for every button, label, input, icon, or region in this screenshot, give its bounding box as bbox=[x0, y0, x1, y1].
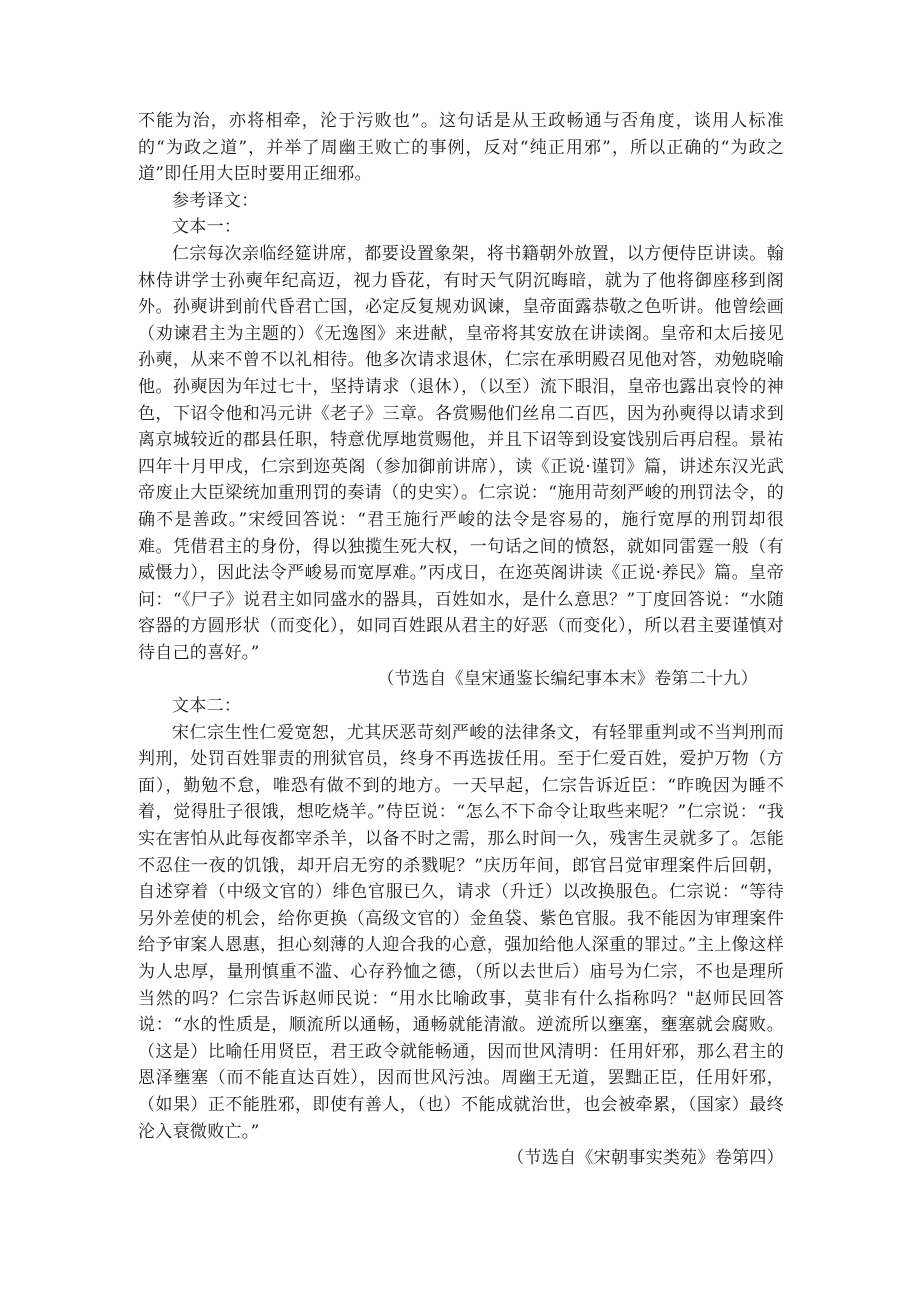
intro-paragraph: 不能为治，亦将相牵，沦于污败也”。这句话是从王政畅通与否角度，谈用人标准的“为政之道”，并举了周幽王败亡的事例，反对“纯正用邪”，所以正确的“为政之道”即任用大臣时要用正细邪。 bbox=[138, 111, 784, 185]
text2-body: 宋仁宗生性仁爱宽恕，尤其厌恶苛刻严峻的法律条文，有轻罪重判或不当判刑而判刑，处罚百姓罪责的刑狱官员，终身不再选拔任用。至于仁爱百姓，爱护万物（方面），勤勉不怠，唯恐有做不到的地方。一天早起，仁宗告诉近臣：“昨晚因为睡不着，觉得肚子很饿，想吃烧羊。”侍臣说：“怎么不下命令让取些来呢？”仁宗说：“我实在害怕从此每夜都宰杀羊，以备不时之需，那么时间一久，残害生灵就多了。怎能不忍住一夜的饥饿，却开启无穷的杀戮呢？”庆历年间，郎官吕觉审理案件后回朝，自述穿着（中级文官的）绯色官服已久，请求（升迁）以改换服色。仁宗说：“等待另外差使的机会，给你更换（高级文官的）金鱼袋、紫色官服。我不能因为审理案件给予审案人恩惠，担心刻薄的人迎合我的心意，强加给他人深重的罪过。”主上像这样为人忠厚，量刑慎重不滥、心存矜恤之德，（所以去世后）庙号为仁宗，不也是理所当然的吗？仁宗告诉赵师民说：“用水比喻政事，莫非有什么指称吗？"赵师民回答说：“水的性质是，顺流所以通畅，通畅就能清澈。逆流所以壅塞，壅塞就会腐败。（这是）比喻任用贤臣，君王政令就能畅通，因而世风清明：任用奸邪，那么君主的恩泽壅塞（而不能直达百姓），因而世风污浊。周幽王无道，罢黜正臣，任用奸邪，（如果）正不能胜邪，即使有善人，（也）不能成就治世，也会被牵累，（国家）最终沦入衰微败亡。” bbox=[138, 722, 784, 1142]
reference-translation-label: 参考译文： bbox=[172, 190, 259, 211]
text1-body: 仁宗每次亲临经筵讲席，都要设置象架，将书籍朝外放置，以方便侍臣讲读。翰林侍讲学士孙奭年纪高迈，视力昏花，有时天气阴沉晦暗，就为了他将御座移到阁外。孙奭讲到前代昏君亡国，必定反复规劝讽谏，皇帝面露恭敬之色听讲。他曾绘画（劝谏君主为主题的）《无逸图》来进献，皇帝将其安放在讲读阁。皇帝和太后接见孙奭，从来不曾不以礼相待。他多次请求退休，仁宗在承明殿召见他对答，劝勉晓喻他。孙奭因为年过七十，坚持请求（退休），（以至）流下眼泪，皇帝也露出哀怜的神色，下诏令他和冯元讲《老子》三章。各赏赐他们丝帛二百匹，因为孙奭得以请求到离京城较近的郡县任职，特意优厚地赏赐他，并且下诏等到设宴饯别后再启程。景祐四年十月甲戌，仁宗到迩英阁（参加御前讲席），读《正说·谨罚》篇，讲述东汉光武帝废止大臣梁统加重刑罚的奏请（的史实）。仁宗说：“施用苛刻严峻的刑罚法令，的确不是善政。”宋绶回答说：“君王施行严峻的法令是容易的，施行宽厚的刑罚却很难。凭借君主的身份，得以独揽生死大权，一句话之间的愤怒，就如同雷霆一般（有威慑力），因此法令严峻易而宽厚难。”丙戌日，在迩英阁讲读《正说·养民》篇。皇帝问：“《尸子》说君主如同盛水的器具，百姓如水，是什么意思？”丁度回答说：“水随容器的方圆形状（而变化），如同百姓跟从君主的好恶（而变化），所以君主要谨慎对待自己的喜好。” bbox=[138, 243, 784, 663]
document-content bbox=[138, 108, 784, 1172]
text1-source: （节选自《皇宋通鉴长编纪事本末》卷第二十九） bbox=[377, 669, 758, 690]
text2-source: （节选自《宋朝事实类苑》卷第四） bbox=[507, 1148, 784, 1169]
text1-label: 文本一： bbox=[172, 217, 242, 238]
text2-label: 文本二： bbox=[172, 696, 242, 717]
